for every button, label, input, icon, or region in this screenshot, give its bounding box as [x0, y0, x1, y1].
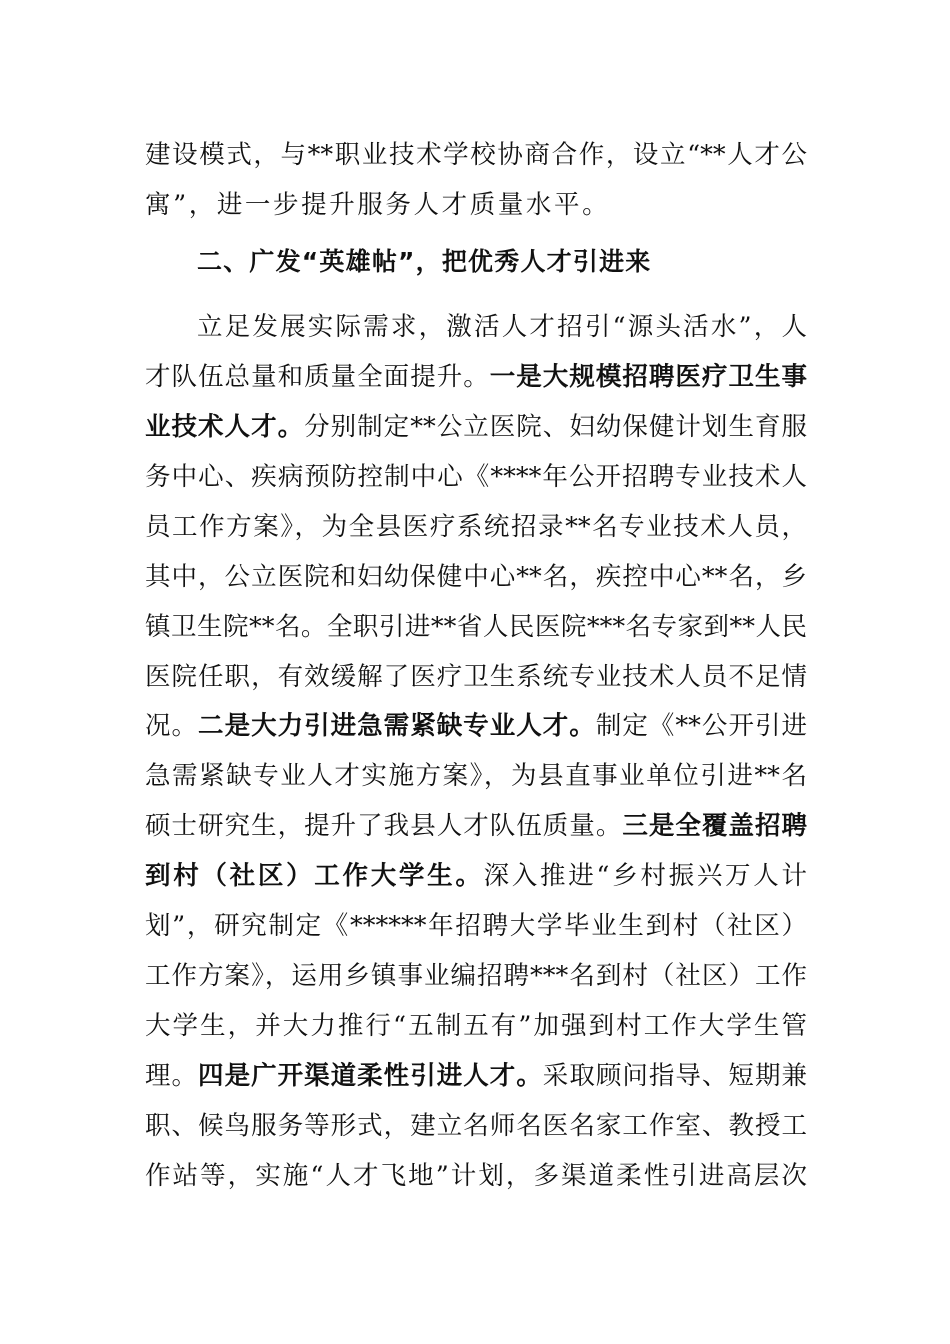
text-line: [145, 409, 807, 445]
section-heading: 二、广发“英雄帖”，把优秀人才引进来: [197, 247, 652, 276]
text-segment: 其中，公立医院和妇幼保健中心**名，疾控中心**名，乡: [145, 562, 807, 592]
text-segment: 才队伍总量和质量全面提升。: [145, 362, 490, 392]
text-segment: 职、候鸟服务等形式，建立名师名医名家工作室、教授工: [145, 1111, 807, 1141]
text-segment: 理。: [145, 1061, 199, 1091]
text-line: [145, 708, 807, 744]
text-segment: 医院任职，有效缓解了医疗卫生系统专业技术人员不足情: [145, 662, 807, 692]
text-segment: 务中心、疾病预防控制中心《****年公开招聘专业技术人: [145, 462, 807, 492]
text-line: [145, 509, 807, 545]
text-line: [145, 137, 807, 173]
text-line: [145, 609, 807, 645]
text-line: [197, 309, 807, 345]
bold-text-segment: 到村（社区）工作大学生。: [145, 861, 484, 891]
text-segment: 分别制定**公立医院、妇幼保健计划生育服: [304, 412, 807, 442]
text-segment: 寓”，进一步提升服务人才质量水平。: [145, 190, 611, 220]
bold-text-segment: 三是全覆盖招聘: [622, 811, 807, 841]
text-segment: 工作方案》，运用乡镇事业编招聘***名到村（社区）工作: [145, 961, 807, 991]
text-segment: 建设模式，与**职业技术学校协商合作，设立“**人才公: [145, 140, 807, 170]
bold-text-segment: 四是广开渠道柔性引进人才。: [198, 1061, 543, 1091]
bold-text-segment: 一是大规模招聘医疗卫生事: [489, 362, 807, 392]
bold-text-segment: 业技术人才。: [145, 412, 305, 442]
text-segment: 立足发展实际需求，激活人才招引“源头活水”，人: [197, 312, 807, 342]
text-line: [145, 758, 807, 794]
text-segment: 员工作方案》，为全县医疗系统招录**名专业技术人员，: [145, 512, 807, 542]
text-segment: 硕士研究生，提升了我县人才队伍质量。: [145, 811, 623, 841]
text-segment: 镇卫生院**名。全职引进**省人民医院***名专家到**人民: [145, 612, 807, 642]
text-line: [145, 659, 807, 695]
bold-text-segment: 二是大力引进急需紧缺专业人才。: [198, 711, 596, 741]
text-line: [145, 459, 807, 495]
text-segment: 深入推进“乡村振兴万人计: [483, 861, 807, 891]
text-line: [145, 359, 807, 395]
text-line: [145, 1158, 807, 1194]
text-segment: 制定《**公开引进: [595, 711, 807, 741]
text-line: [145, 1108, 807, 1144]
text-segment: 作站等，实施“人才飞地”计划，多渠道柔性引进高层次: [145, 1161, 807, 1191]
text-line: [145, 958, 807, 994]
text-line: [145, 187, 807, 223]
text-segment: 况。: [145, 711, 199, 741]
text-line: [145, 858, 807, 894]
text-segment: 急需紧缺专业人才实施方案》，为县直事业单位引进**名: [145, 761, 807, 791]
text-line: [145, 908, 807, 944]
text-segment: 划”，研究制定《******年招聘大学毕业生到村（社区）: [145, 911, 807, 941]
text-line: [145, 1058, 807, 1094]
text-line: [145, 559, 807, 595]
text-line: [145, 1008, 807, 1044]
text-line: [145, 808, 807, 844]
text-segment: 大学生，并大力推行“五制五有”加强到村工作大学生管: [145, 1011, 807, 1041]
text-segment: 采取顾问指导、短期兼: [542, 1061, 807, 1091]
